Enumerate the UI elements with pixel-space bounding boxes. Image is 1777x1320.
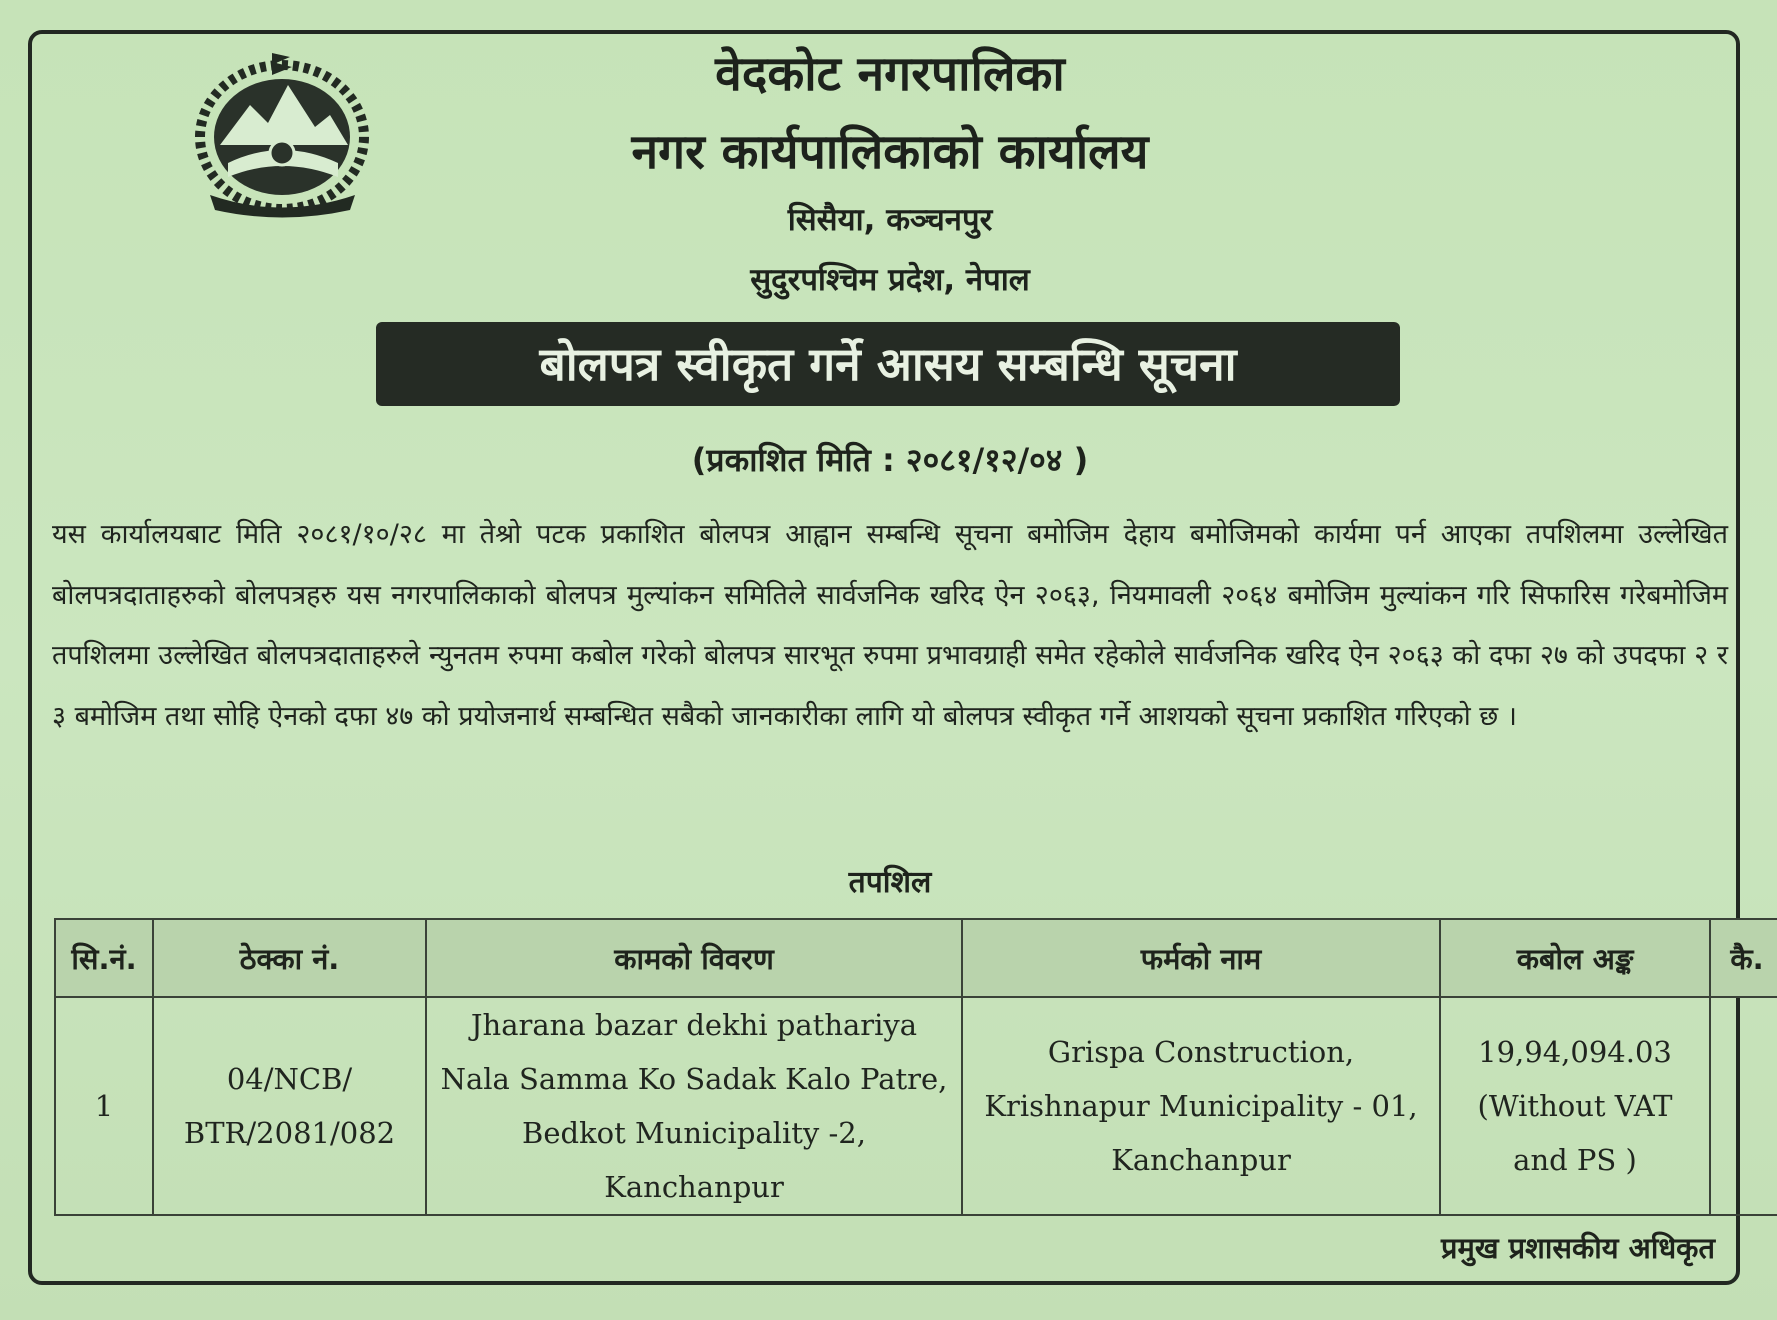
schedule-table <box>54 918 1777 1216</box>
signatory-title: प्रमुख प्रशासकीय अधिकृत <box>1440 1231 1715 1265</box>
schedule-heading: तपशिल <box>848 865 932 900</box>
table-row <box>55 997 1777 1215</box>
cell-serial-no: 1 <box>55 997 153 1215</box>
municipality-name: वेदकोट नगरपालिका <box>715 46 1065 102</box>
header-work-description: कामको विवरण <box>426 919 962 997</box>
nepal-government-emblem-icon <box>180 45 385 220</box>
cell-firm-name: Grispa Construction, Krishnapur Municipality - 01, Kanchanpur <box>962 997 1440 1215</box>
notice-title: बोलपत्र स्वीकृत गर्ने आसय सम्बन्धि सूचना <box>376 322 1400 406</box>
header-serial-no: सि.नं. <box>55 919 153 997</box>
table-header-row <box>55 919 1777 997</box>
cell-work-description: Jharana bazar dekhi pathariya Nala Samma Ko Sadak Kalo Patre, Bedkot Municipality -2, Kanchanpur <box>426 997 962 1215</box>
header-contract-no: ठेक्का नं. <box>153 919 426 997</box>
cell-contract-no: 04/NCB/ BTR/2081/082 <box>153 997 426 1215</box>
cell-remarks <box>1710 997 1777 1215</box>
header-bid-amount: कबोल अङ्क <box>1440 919 1710 997</box>
header-remarks: कै. <box>1710 919 1777 997</box>
cell-bid-amount: 19,94,094.03 (Without VAT and PS ) <box>1440 997 1710 1215</box>
notice-body: यस कार्यालयबाट मिति २०८१/१०/२८ मा तेश्रो पटक प्रकाशित बोलपत्र आह्वान सम्बन्धि सूचना बमोजिम देहाय बमोजिमको कार्यमा पर्न आएका तपशिलमा उल्लेखित बोलपत्रदाताहरुको बोलपत्रहरु यस नगरपालिकाको बोलपत्र मुल्यांकन समितिले सार्वजनिक खरिद ऐन २०६३, नियमावली २०६४ बमोजिम मुल्यांकन गरि सिफारिस गरेबमोजिम तपशिलमा उल्लेखित बोलपत्रदाताहरुले न्युनतम रुपमा कबोल गरेको बोलपत्र सारभूत रुपमा प्रभावग्राही समेत रहेकोले सार्वजनिक खरिद ऐन २०६३ को दफा २७ को उपदफा २ र ३ बमोजिम तथा सोहि ऐनको दफा ४७ को प्रयोजनार्थ सम्बन्धित सबैको जानकारीका लागि यो बोलपत्र स्वीकृत गर्ने आशयको सूचना प्रकाशित गरिएको छ । <box>52 519 1728 732</box>
header-firm-name: फर्मको नाम <box>962 919 1440 997</box>
published-date: (प्रकाशित मिति : २०८१/१२/०४ ) <box>691 441 1089 479</box>
province-name: सुदुरपश्चिम प्रदेश, नेपाल <box>750 262 1030 298</box>
office-name: नगर कार्यपालिकाको कार्यालय <box>631 124 1149 180</box>
office-address: सिसैया, कञ्चनपुर <box>787 202 993 238</box>
